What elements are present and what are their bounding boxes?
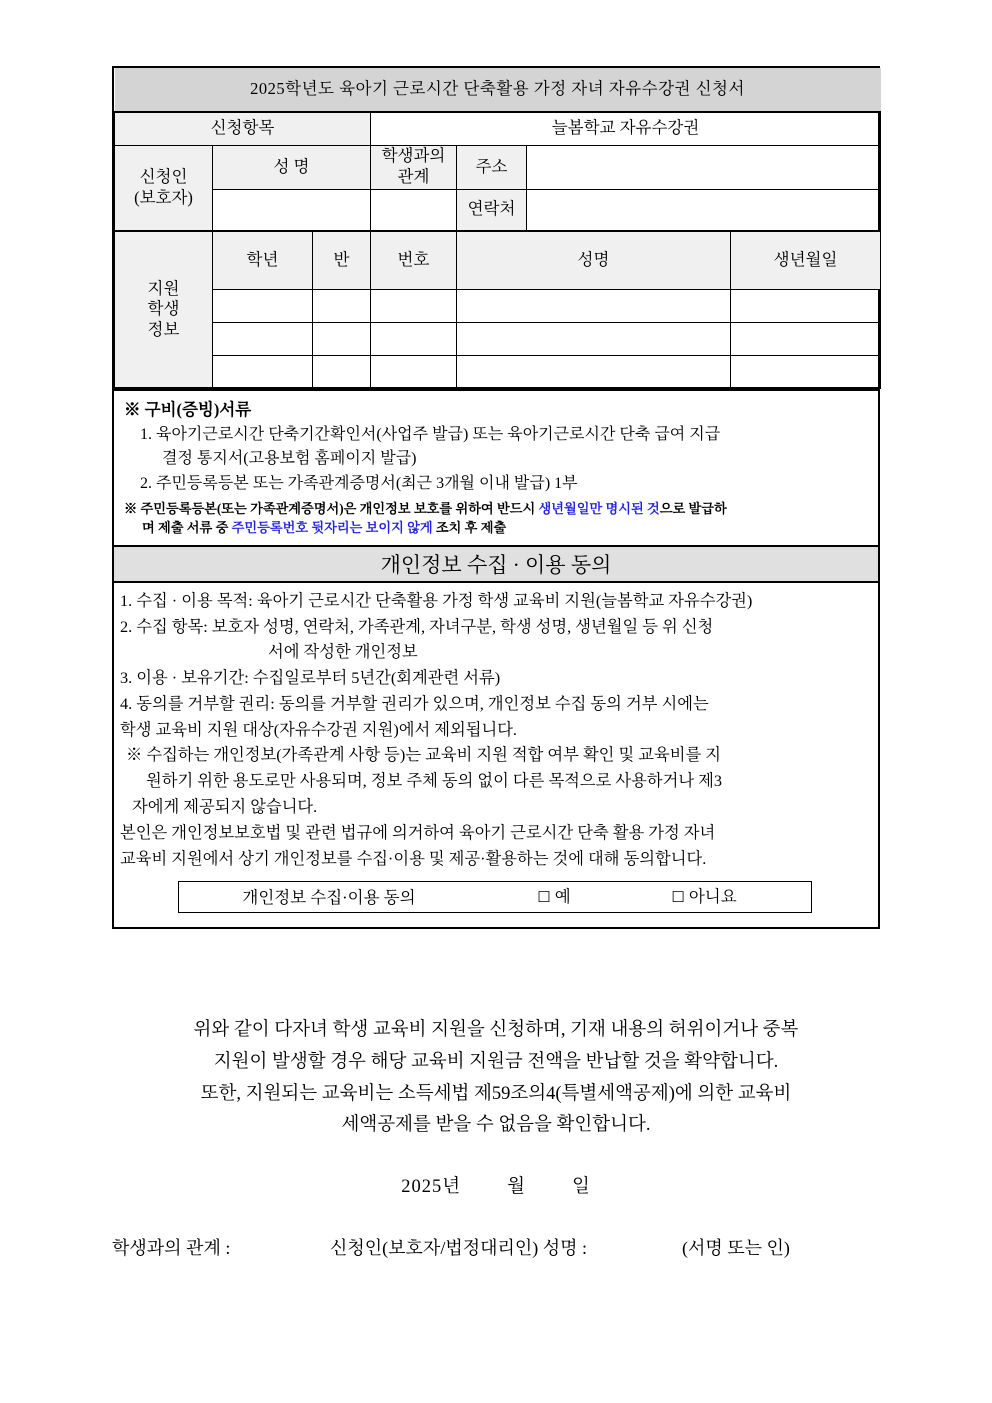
cell-class[interactable] xyxy=(313,322,371,355)
consent-item-3: 3. 이용 · 보유기간: 수집일로부터 5년간(회계관련 서류) xyxy=(120,668,501,688)
student-info-header-row xyxy=(115,231,881,289)
document-item-1 xyxy=(124,424,868,447)
date-month[interactable]: 월 xyxy=(507,1177,526,1197)
required-documents-block xyxy=(114,389,878,547)
consent-final-line-1: 본인은 개인정보보호법 및 관련 법규에 의거하여 육아기 근로시간 단축 활용 가정 자녀 xyxy=(120,822,716,842)
main-form-table xyxy=(112,66,880,929)
note-blue-birthdate-only: 생년월일만 명시된 것 xyxy=(538,500,660,516)
applicant-header-row xyxy=(115,145,881,189)
relation-label-line1: 학생과의 xyxy=(381,146,446,166)
agreement-option-no[interactable] xyxy=(629,884,779,910)
document-item-2-text: 주민등록등본 또는 가족관계증명서(최근 3개월 이내 발급) 1부 xyxy=(156,474,578,492)
consent-body xyxy=(114,583,878,927)
note-middle: 으로 발급하 xyxy=(659,500,727,516)
col-header-class: 반 xyxy=(313,231,371,289)
note-cont-suffix: 조치 후 제출 xyxy=(432,519,507,535)
note-prefix: ※ 주민등록등본(또는 가족관계증명서)은 개인정보 보호를 위하여 반드시 xyxy=(124,500,539,516)
applicant-contact-value[interactable] xyxy=(527,189,881,231)
cell-number[interactable] xyxy=(371,289,457,322)
consent-note: ※ 수집하는 개인정보(가족관계 사항 등)는 교육비 지원 적합 여부 확인 및 교육비를 지 xyxy=(126,745,721,765)
applicant-name-label: 성 명 xyxy=(213,145,371,189)
request-item-value: 늘봄학교 자유수강권 xyxy=(371,112,881,145)
applicant-relation-value[interactable] xyxy=(371,189,457,231)
cell-number[interactable] xyxy=(371,355,457,388)
relation-label-line2: 관계 xyxy=(397,167,430,186)
cell-birthdate[interactable] xyxy=(731,289,881,322)
cell-class[interactable] xyxy=(313,289,371,322)
form-grid xyxy=(114,68,881,389)
cell-number[interactable] xyxy=(371,322,457,355)
cell-grade[interactable] xyxy=(213,289,313,322)
document-item-1-continuation: 결정 통지서(고용보험 홈페이지 발급) xyxy=(162,450,417,468)
col-header-name: 성명 xyxy=(457,231,731,289)
declaration-line-2: 지원이 발생할 경우 해당 교육비 지원금 전액을 반납할 것을 확약합니다. xyxy=(213,1051,779,1072)
request-item-row xyxy=(115,112,881,145)
applicant-label-line2: (보호자) xyxy=(134,187,193,207)
cell-birthdate[interactable] xyxy=(731,355,881,388)
consent-section-title: 개인정보 수집 · 이용 동의 xyxy=(114,547,878,583)
consent-item-4-continuation: 학생 교육비 지원 대상(자유수강권 지원)에서 제외됩니다. xyxy=(120,719,518,739)
document-item-1-text: 육아기근로시간 단축기간확인서(사업주 발급) 또는 육아기근로시간 단축 급여 지급 xyxy=(156,426,721,444)
agreement-option-no-label: 아니요 xyxy=(688,887,737,907)
applicant-address-value[interactable] xyxy=(527,145,881,189)
col-header-number: 번호 xyxy=(371,231,457,289)
applicant-value-row xyxy=(115,189,881,231)
date-year: 2025년 xyxy=(401,1177,462,1197)
cell-name[interactable] xyxy=(457,322,731,355)
col-header-grade: 학년 xyxy=(213,231,313,289)
agreement-option-yes-label: 예 xyxy=(554,887,571,907)
note-cont-prefix: 며 제출 서류 중 xyxy=(142,519,232,535)
consent-note-continuation-2: 자에게 제공되지 않습니다. xyxy=(132,796,318,816)
applicant-name-value[interactable] xyxy=(213,189,371,231)
consent-item-2-continuation: 서에 작성한 개인정보 xyxy=(268,642,418,662)
cell-birthdate[interactable] xyxy=(731,322,881,355)
declaration-block xyxy=(112,1015,880,1142)
declaration-line-4: 세액공제를 받을 수 없음을 확인합니다. xyxy=(341,1115,651,1136)
consent-final-line-2: 교육비 지원에서 상기 개인정보를 수집·이용 및 제공·활용하는 것에 대해 동의합니다. xyxy=(120,848,707,868)
cell-class[interactable] xyxy=(313,355,371,388)
page-title: 2025학년도 육아기 근로시간 단축활용 가정 자녀 자유수강권 신청서 xyxy=(115,68,881,112)
applicant-contact-label: 연락처 xyxy=(457,189,527,231)
documents-note xyxy=(124,499,868,537)
student-info-label xyxy=(115,231,213,388)
title-row xyxy=(115,68,881,112)
consent-item-2: 2. 수집 항목: 보호자 성명, 연락처, 가족관계, 자녀구분, 학생 성명, 생년월일 등 위 신청 xyxy=(120,616,714,636)
document-item-2-number: 2. xyxy=(140,474,152,492)
cell-grade[interactable] xyxy=(213,322,313,355)
date-line xyxy=(112,1172,880,1198)
applicant-label-line1: 신청인 xyxy=(139,167,188,187)
table-row xyxy=(115,322,881,355)
consent-item-4: 4. 동의를 거부할 권리: 동의를 거부할 권리가 있으며, 개인정보 수집 동의 거부 시에는 xyxy=(120,693,709,713)
signature-seal-note: (서명 또는 인) xyxy=(682,1238,790,1258)
declaration-line-1: 위와 같이 다자녀 학생 교육비 지원을 신청하며, 기재 내용의 허위이거나 중복 xyxy=(193,1020,799,1040)
date-day[interactable]: 일 xyxy=(571,1177,591,1197)
checkbox-yes-icon[interactable]: ☐ xyxy=(537,890,555,907)
signature-applicant-label: 신청인(보호자/법정대리인) 성명 : xyxy=(330,1238,588,1258)
checkbox-no-icon[interactable]: ☐ xyxy=(671,890,689,907)
cell-name[interactable] xyxy=(457,355,731,388)
student-label-line3: 정보 xyxy=(147,319,180,339)
cell-name[interactable] xyxy=(457,289,731,322)
document-item-2 xyxy=(124,473,868,496)
signature-relation-label: 학생과의 관계 : xyxy=(112,1238,231,1258)
agreement-option-yes[interactable] xyxy=(479,884,629,910)
table-row xyxy=(115,289,881,322)
agreement-label: 개인정보 수집·이용 동의 xyxy=(242,887,416,907)
applicant-label xyxy=(115,145,213,231)
note-blue-id-digits: 주민등록번호 뒷자리는 보이지 않게 xyxy=(231,519,433,535)
col-header-birthdate: 생년월일 xyxy=(731,231,881,289)
student-label-line2: 학생 xyxy=(147,299,180,319)
consent-item-1: 1. 수집 · 이용 목적: 육아기 근로시간 단축활용 가정 학생 교육비 지원(늘봄학교 자유수강권) xyxy=(120,590,753,610)
document-item-1-number: 1. xyxy=(140,426,152,444)
applicant-relation-label xyxy=(371,145,457,189)
request-item-label: 신청항목 xyxy=(115,112,371,145)
signature-line xyxy=(112,1234,902,1260)
cell-grade[interactable] xyxy=(213,355,313,388)
declaration-line-3: 또한, 지원되는 교육비는 소득세법 제59조의4(특별세액공제)에 의한 교육비 xyxy=(200,1083,792,1104)
documents-heading: ※ 구비(증빙)서류 xyxy=(124,400,252,419)
applicant-address-label: 주소 xyxy=(457,145,527,189)
consent-agreement-box xyxy=(178,881,812,913)
documents-note-continuation xyxy=(124,518,868,537)
consent-note-continuation-1: 원하기 위한 용도로만 사용되며, 정보 주체 동의 없이 다른 목적으로 사용하거나 제3 xyxy=(146,771,723,791)
table-row xyxy=(115,355,881,388)
student-label-line1: 지원 xyxy=(147,278,180,298)
